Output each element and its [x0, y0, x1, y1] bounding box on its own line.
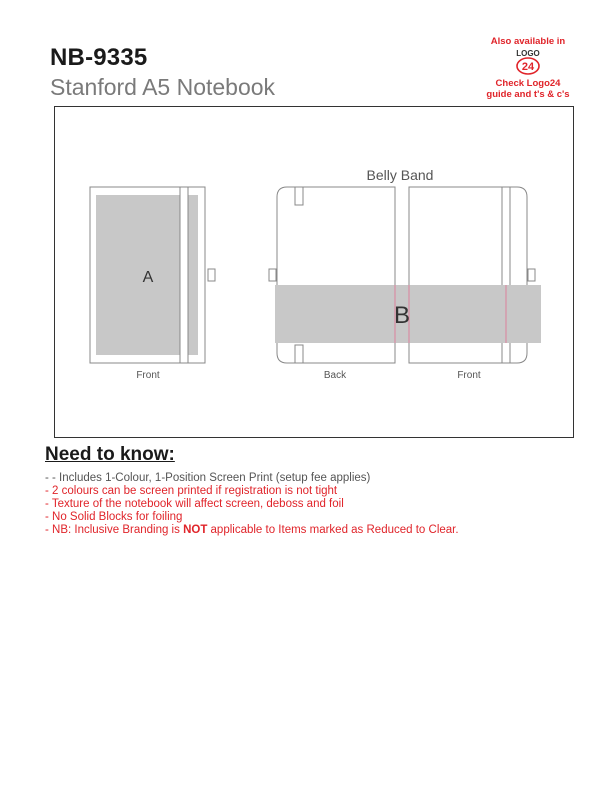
notebook-drawing [55, 107, 575, 439]
back-label: Back [323, 370, 347, 381]
note-item-nb [45, 524, 585, 537]
elastic-band [180, 187, 188, 363]
product-code: NB-9335 [50, 44, 148, 71]
logo24-icon [511, 48, 545, 76]
note-nb-emphasis: NOT [183, 524, 208, 536]
note-item: - Texture of the notebook will affect screen, deboss and foil [45, 498, 344, 510]
front-label-right: Front [457, 370, 481, 381]
print-area-diagram [54, 106, 574, 438]
area-b-label: B [393, 302, 411, 329]
note-item: - - Includes 1-Colour, 1-Position Screen Print (setup fee applies) [45, 472, 371, 484]
back-elastic-top [295, 187, 303, 205]
product-name: Stanford A5 Notebook [50, 74, 276, 100]
logo24-badge [482, 36, 574, 100]
note-item: - 2 colours can be screen printed if registration is not tight [45, 485, 338, 497]
badge-check-text: Check Logo24 [495, 78, 561, 89]
note-item: - No Solid Blocks for foiling [45, 511, 183, 523]
back-pen-loop [269, 269, 276, 281]
note-nb-prefix: - NB: Inclusive Branding is [45, 524, 184, 536]
badge-available-text: Also available in [490, 36, 566, 47]
badge-guide-text: guide and t's & c's [486, 89, 570, 100]
front-notebook-view [90, 187, 215, 381]
logo-number: 24 [521, 61, 535, 73]
pen-loop [208, 269, 215, 281]
note-nb-suffix: applicable to Items marked as Reduced to Clear. [207, 524, 459, 536]
logo-text: LOGO [516, 49, 540, 58]
area-a-label: A [142, 269, 154, 286]
belly-band-label: Belly Band [366, 167, 434, 183]
need-to-know-list [45, 472, 585, 537]
front-label-left: Front [136, 370, 160, 381]
back-elastic-bottom [295, 345, 303, 363]
front-pen-loop [528, 269, 535, 281]
need-to-know-heading: Need to know: [45, 444, 175, 465]
belly-band-view [269, 167, 541, 381]
